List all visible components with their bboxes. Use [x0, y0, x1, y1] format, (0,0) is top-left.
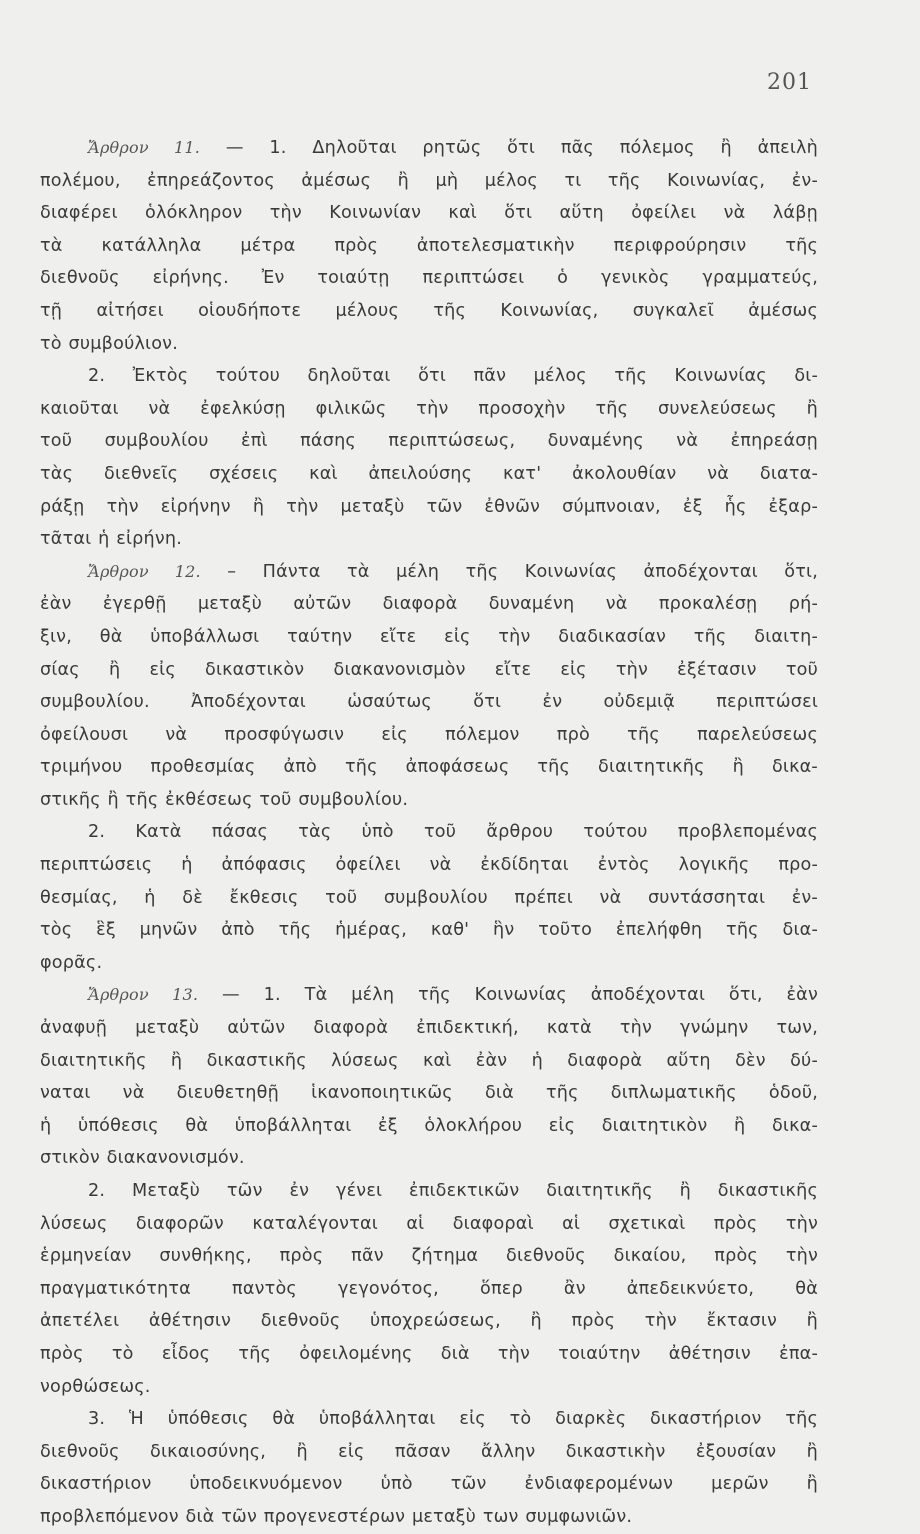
line-text: ξιν, θὰ ὑποβάλλωσι ταύτην εἴτε εἰς τὴν διαδικασίαν τῆς διαιτη-: [40, 626, 818, 647]
text-line: [40, 1142, 818, 1175]
line-text: 3. Ἡ ὑπόθεσις θὰ ὑποβάλληται εἰς τὸ διαρκὲς δικαστήριον τῆς: [88, 1409, 818, 1430]
text-line: [40, 849, 818, 882]
line-text: προβλεπόμενον διὰ τῶν προγενεστέρων μεταξὺ των συμφωνιῶν.: [40, 1506, 633, 1527]
line-text: νορθώσεως.: [40, 1376, 151, 1397]
text-line: [40, 1501, 818, 1534]
line-text: — 1. Τὰ μέλη τῆς Κοινωνίας ἀποδέχονται ὅτι, ἐὰν: [221, 985, 818, 1006]
text-line: [40, 1208, 818, 1241]
text-line: [40, 1305, 818, 1338]
text-line: [40, 914, 818, 947]
line-text: ράξῃ τὴν εἰρήνην ἢ τὴν μεταξὺ τῶν ἐθνῶν σύμπνοιαν, ἐξ ἧς ἐξαρ-: [40, 496, 818, 517]
text-line: [40, 262, 818, 295]
text-line: [40, 1045, 818, 1078]
line-text: ἐὰν ἐγερθῇ μεταξὺ αὐτῶν διαφορὰ δυναμένη νὰ προκαλέσῃ ρή-: [40, 594, 818, 615]
line-text: 2. Κατὰ πάσας τὰς ὑπὸ τοῦ ἄρθρου τούτου προβλεπομένας: [88, 822, 818, 843]
text-line: [40, 1468, 818, 1501]
text-line: [40, 1273, 818, 1306]
line-text: ἑρμηνείαν συνθήκης, πρὸς πᾶν ζήτημα διεθνοῦς δικαίου, πρὸς τὴν: [40, 1246, 818, 1267]
text-line: [40, 1175, 818, 1208]
text-line: [40, 1240, 818, 1273]
text-line: [40, 132, 818, 165]
text-line: [40, 556, 818, 589]
line-text: πρὸς τὸ εἶδος τῆς ὀφειλομένης διὰ τὴν τοιαύτην ἀθέτησιν ἐπα-: [40, 1343, 818, 1364]
line-text: λύσεως διαφορῶν καταλέγονται αἱ διαφοραὶ αἱ σχετικαὶ πρὸς τὴν: [40, 1213, 818, 1234]
line-text: διαφέρει ὁλόκληρον τὴν Κοινωνίαν καὶ ὅτι αὕτη ὀφείλει νὰ λάβῃ: [40, 203, 818, 224]
text-line: [40, 230, 818, 263]
line-text: πολέμου, ἐπηρεάζοντος ἀμέσως ἢ μὴ μέλος τι τῆς Κοινωνίας, ἐν-: [40, 170, 818, 191]
line-text: τᾶται ἡ εἰρήνη.: [40, 529, 183, 550]
text-line: [40, 654, 818, 687]
text-line: [40, 523, 818, 556]
text-line: [40, 816, 818, 849]
text-line: [40, 784, 818, 817]
article-heading: Ἄρθρον 13.: [88, 985, 199, 1005]
text-line: [40, 1012, 818, 1045]
line-text: – Πάντα τὰ μέλη τῆς Κοινωνίας ἀποδέχονται ὅτι,: [227, 561, 818, 582]
line-text: συμβουλίου. Ἀποδέχονται ὡσαύτως ὅτι ἐν οὐδεμιᾷ περιπτώσει: [40, 692, 818, 713]
text-line: [40, 1436, 818, 1469]
text-line: [40, 360, 818, 393]
line-text: ἀπετέλει ἀθέτησιν διεθνοῦς ὑποχρεώσεως, ἢ πρὸς τὴν ἔκτασιν ἢ: [40, 1311, 818, 1332]
line-text: ναται νὰ διευθετηθῇ ἱκανοποιητικῶς διὰ τῆς διπλωματικῆς ὁδοῦ,: [40, 1083, 818, 1104]
text-line: [40, 425, 818, 458]
line-text: ἀναφυῇ μεταξὺ αὐτῶν διαφορὰ ἐπιδεκτική, κατὰ τὴν γνώμην των,: [40, 1018, 818, 1039]
line-text: τὰς διεθνεῖς σχέσεις καὶ ἀπειλούσης κατ' ἀκολουθίαν νὰ διατα-: [40, 463, 818, 484]
line-text: δικαστήριον ὑποδεικνυόμενον ὑπὸ τῶν ἐνδιαφερομένων μερῶν ἢ: [40, 1474, 818, 1495]
text-line: [40, 393, 818, 426]
line-text: σίας ἢ εἰς δικαστικὸν διακανονισμὸν εἴτε εἰς τὴν ἐξέτασιν τοῦ: [40, 659, 818, 680]
line-text: στικὸν διακανονισμόν.: [40, 1148, 245, 1169]
line-text: — 1. Δηλοῦται ρητῶς ὅτι πᾶς πόλεμος ἢ ἀπειλὴ: [225, 138, 818, 158]
text-line: [40, 295, 818, 328]
line-text: διεθνοῦς δικαιοσύνης, ἢ εἰς πᾶσαν ἄλλην δικαστικὴν ἐξουσίαν ἢ: [40, 1441, 818, 1462]
line-text: τοῦ συμβουλίου ἐπὶ πάσης περιπτώσεως, δυναμένης νὰ ἐπηρεάσῃ: [40, 431, 818, 452]
line-text: θεσμίας, ἡ δὲ ἔκθεσις τοῦ συμβουλίου πρέπει νὰ συντάσσηται ἐν-: [40, 887, 818, 908]
line-text: 2. Ἐκτὸς τούτου δηλοῦται ὅτι πᾶν μέλος τῆς Κοινωνίας δι-: [88, 366, 818, 387]
text-line: [40, 947, 818, 980]
text-line: [40, 719, 818, 752]
line-text: τὸς ἓξ μηνῶν ἀπὸ τῆς ἡμέρας, καθ' ἣν τοῦτο ἐπελήφθη τῆς δια-: [40, 920, 818, 941]
line-text: 2. Μεταξὺ τῶν ἐν γένει ἐπιδεκτικῶν διαιτητικῆς ἢ δικαστικῆς: [88, 1181, 818, 1201]
text-line: [40, 751, 818, 784]
text-line: [40, 1077, 818, 1110]
line-text: τριμήνου προθεσμίας ἀπὸ τῆς ἀποφάσεως τῆς διαιτητικῆς ἢ δικα-: [40, 757, 818, 778]
line-text: καιοῦται νὰ ἐφελκύσῃ φιλικῶς τὴν προσοχὴν τῆς συνελεύσεως ἢ: [40, 398, 818, 419]
text-column: [40, 132, 818, 1534]
text-line: [40, 197, 818, 230]
text-line: [40, 1371, 818, 1404]
article-heading: Ἄρθρον 12.: [88, 561, 201, 581]
text-line: [40, 1338, 818, 1371]
line-text: πραγματικότητα παντὸς γεγονότος, ὅπερ ἂν ἀπεδεικνύετο, θὰ: [40, 1278, 818, 1299]
line-text: διαιτητικῆς ἢ δικαστικῆς λύσεως καὶ ἐὰν ἡ διαφορὰ αὕτη δὲν δύ-: [40, 1050, 818, 1071]
line-text: φορᾶς.: [40, 952, 103, 973]
line-text: τῇ αἰτήσει οἱουδήποτε μέλους τῆς Κοινωνίας, συγκαλεῖ ἀμέσως: [40, 300, 818, 321]
line-text: τὰ κατάλληλα μέτρα πρὸς ἀποτελεσματικὴν περιφρούρησιν τῆς: [40, 235, 818, 256]
text-line: [40, 621, 818, 654]
text-line: [40, 458, 818, 491]
text-line: [40, 588, 818, 621]
text-line: [40, 882, 818, 915]
line-text: ὀφείλουσι νὰ προσφύγωσιν εἰς πόλεμον πρὸ τῆς παρελεύσεως: [40, 724, 818, 745]
text-line: [40, 1110, 818, 1143]
line-text: ἡ ὑπόθεσις θὰ ὑποβάλληται ἐξ ὁλοκλήρου εἰς διαιτητικὸν ἢ δικα-: [40, 1115, 818, 1136]
line-text: διεθνοῦς εἰρήνης. Ἐν τοιαύτῃ περιπτώσει ὁ γενικὸς γραμματεύς,: [40, 268, 818, 289]
text-line: [40, 165, 818, 198]
text-line: [40, 686, 818, 719]
line-text: στικῆς ἢ τῆς ἐκθέσεως τοῦ συμβουλίου.: [40, 789, 409, 810]
text-line: [40, 1403, 818, 1436]
page-number: 201: [767, 70, 812, 95]
line-text: τὸ συμβούλιον.: [40, 333, 178, 354]
text-line: [40, 491, 818, 524]
text-line: [40, 328, 818, 361]
text-line: [40, 979, 818, 1012]
article-heading: Ἄρθρον 11.: [88, 138, 201, 157]
line-text: περιπτώσεις ἡ ἀπόφασις ὀφείλει νὰ ἐκδίδηται ἐντὸς λογικῆς προ-: [40, 855, 818, 876]
